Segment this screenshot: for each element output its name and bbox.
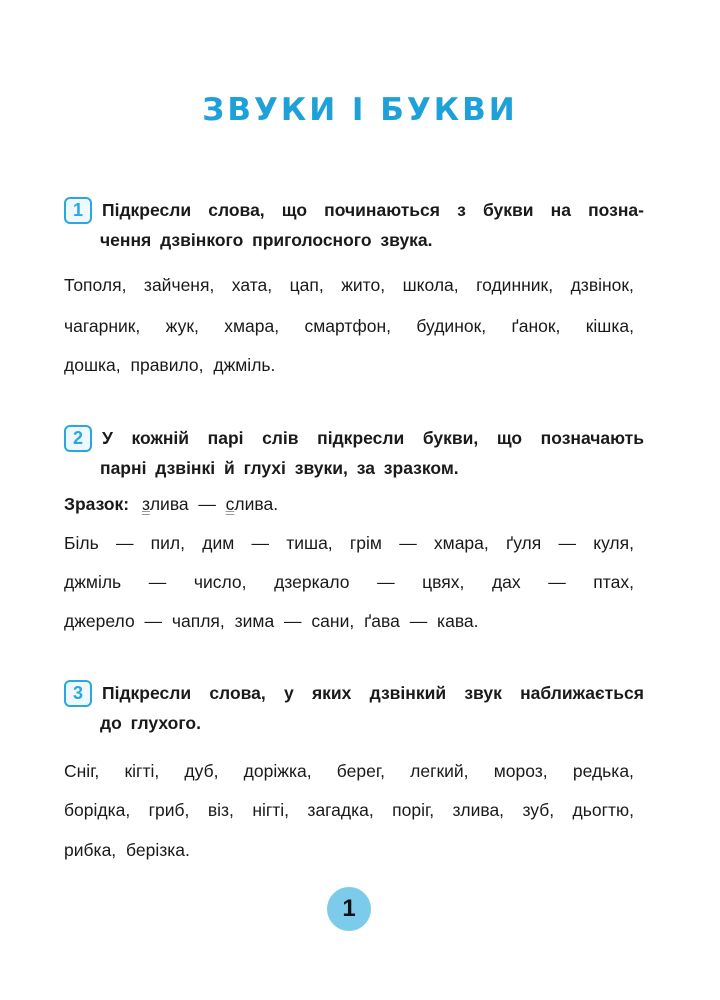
instruction-word: наближається (520, 683, 644, 703)
task-1-number: 1 (64, 197, 92, 224)
task-2-instruction-line1 (102, 423, 644, 453)
word: Сніг, (64, 761, 100, 781)
task-2-words-line3: джерело — чапля, зима — сани, ґава — кава. (64, 611, 479, 631)
instruction-word: звук (464, 683, 502, 703)
word: дуб, (184, 761, 219, 781)
word: редька, (572, 761, 634, 781)
word: жук, (165, 316, 199, 336)
task-2-sample (64, 494, 278, 515)
task-1-heading (64, 195, 644, 255)
word: дзеркало (274, 572, 350, 592)
sample-word-2-rest: лива. (234, 494, 279, 514)
instruction-word: у (283, 683, 294, 703)
instruction-word: підкресли (317, 428, 405, 448)
word: — (251, 533, 269, 553)
word: — (115, 533, 134, 553)
word: дзвінок, (570, 275, 634, 295)
instruction-word: на (550, 200, 571, 220)
word: берег, (336, 761, 385, 781)
instruction-word: У (102, 428, 113, 448)
sample-dash: — (198, 494, 216, 514)
word: злива, (452, 800, 505, 820)
task-3-words-line2 (64, 800, 634, 821)
task-1-words-line2 (64, 316, 634, 337)
word: ґуля (506, 533, 542, 553)
task-3-instruction-line2: до глухого. (100, 713, 201, 733)
word: Тополя, (64, 275, 127, 295)
word: загадка, (307, 800, 374, 820)
word: куля, (593, 533, 634, 553)
word: цап, (289, 275, 324, 295)
task-2-heading (64, 423, 644, 483)
instruction-word: слова, (209, 683, 266, 703)
instruction-word: позна- (588, 200, 644, 220)
word: смартфон, (304, 316, 392, 336)
word: — (558, 533, 576, 553)
word: борідка, (64, 800, 131, 820)
word: нігті, (252, 800, 290, 820)
instruction-word: позначають (540, 428, 644, 448)
word: жито, (341, 275, 386, 295)
task-2-instruction-line2: парні дзвінкі й глухі звуки, за зразком. (100, 458, 459, 478)
word: чагарник, (64, 316, 141, 336)
task-1-instruction-line2: чення дзвінкого приголосного звука. (100, 230, 433, 250)
task-1-words-line3: дошка, правило, джміль. (64, 355, 276, 375)
task-2-number: 2 (64, 425, 92, 452)
instruction-word: парі (207, 428, 244, 448)
word: зайченя, (143, 275, 215, 295)
word: число, (193, 572, 247, 592)
word: — (399, 533, 417, 553)
word: мороз, (493, 761, 548, 781)
word: пил, (150, 533, 185, 553)
instruction-word: починаються (324, 200, 440, 220)
sample-letter-2: с (225, 494, 235, 514)
word: джміль (64, 572, 122, 592)
word: хмара, (433, 533, 489, 553)
instruction-word: букви (482, 200, 534, 220)
task-2-words-line1 (64, 533, 634, 554)
instruction-word: букви, (422, 428, 479, 448)
task-3-words-line3: рибка, берізка. (64, 840, 190, 860)
task-3-heading (64, 678, 644, 738)
task-3-number: 3 (64, 680, 92, 707)
word: грім (349, 533, 382, 553)
word: птах, (593, 572, 634, 592)
task-1-instruction-line1 (102, 195, 644, 225)
sample-letter-1: з (142, 494, 150, 514)
instruction-word: дзвінкий (369, 683, 447, 703)
word: тиша, (286, 533, 333, 553)
task-3-words-line1 (64, 761, 634, 782)
instruction-word: слова, (208, 200, 265, 220)
word: віз, (207, 800, 234, 820)
sample-label: Зразок: (64, 494, 130, 514)
task-1-words-line1 (64, 275, 634, 296)
word: хата, (231, 275, 273, 295)
word: Біль (64, 533, 99, 553)
page-number: 1 (327, 887, 371, 931)
instruction-word: що (281, 200, 308, 220)
word: — (548, 572, 566, 592)
word: — (377, 572, 395, 592)
word: цвях, (422, 572, 465, 592)
word: кігті, (124, 761, 160, 781)
sample-word-1-rest: лива (149, 494, 189, 514)
word: доріжка, (243, 761, 312, 781)
word: гриб, (148, 800, 190, 820)
word: кішка, (585, 316, 634, 336)
word: школа, (402, 275, 459, 295)
word: поріг, (392, 800, 435, 820)
word: дьогтю, (572, 800, 634, 820)
word: дим (202, 533, 235, 553)
task-2-words-line2 (64, 572, 634, 593)
page-title: ЗВУКИ І БУКВИ (202, 92, 518, 128)
instruction-word: з (457, 200, 466, 220)
word: годинник, (476, 275, 554, 295)
word: — (148, 572, 167, 592)
word: будинок, (416, 316, 487, 336)
instruction-word: Підкресли (102, 683, 192, 703)
instruction-word: яких (311, 683, 352, 703)
word: зуб, (522, 800, 555, 820)
instruction-word: кожній (131, 428, 190, 448)
word: дах (491, 572, 521, 592)
word: легкий, (410, 761, 469, 781)
instruction-word: слів (262, 428, 299, 448)
task-3-instruction-line1 (102, 678, 644, 708)
instruction-word: що (496, 428, 523, 448)
word: хмара, (224, 316, 280, 336)
instruction-word: Підкресли (102, 200, 192, 220)
word: ґанок, (511, 316, 561, 336)
